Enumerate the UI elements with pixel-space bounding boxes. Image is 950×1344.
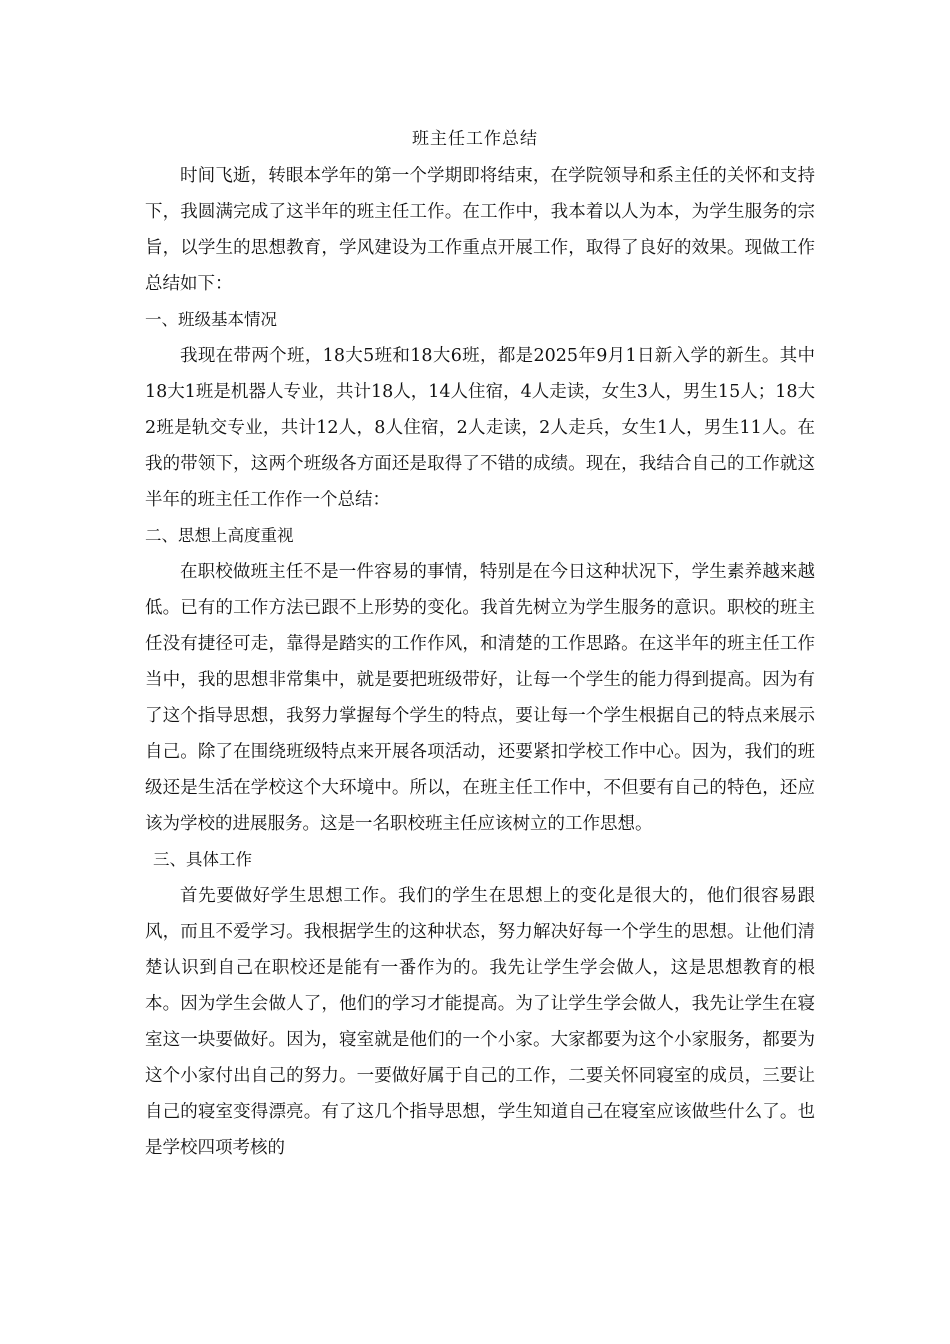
section-heading-attitude: 二、思想上高度重视	[145, 526, 294, 545]
section-paragraph-attitude: 在职校做班主任不是一件容易的事情，特别是在今日这种状况下，学生素养越来越低。已有的工作方法已跟不上形势的变化。我首先树立为学生服务的意识。职校的班主任没有捷径可走，靠得是踏实的工作作风，和清楚的工作思路。在这半年的班主任工作当中，我的思想非常集中，就是要把班级带好，让每一个学生的能力得到提高。因为有了这个指导思想，我努力掌握每个学生的特点，要让每一个学生根据自己的特点来展示自己。除了在围绕班级特点来开展各项活动，还要紧扣学校工作中心。因为，我们的班级还是生活在学校这个大环境中。所以，在班主任工作中，不但要有自己的特色，还应该为学校的进展服务。这是一名职校班主任应该树立的工作思想。	[145, 562, 815, 834]
intro-paragraph: 时间飞逝，转眼本学年的第一个学期即将结束，在学院领导和系主任的关怀和支持下，我圆满完成了这半年的班主任工作。在工作中，我本着以人为本，为学生服务的宗旨，以学生的思想教育，学风建设为工作重点开展工作，取得了良好的效果。现做工作总结如下：	[145, 166, 815, 294]
document-title: 班主任工作总结	[412, 129, 538, 149]
section-paragraph-specific-work: 首先要做好学生思想工作。我们的学生在思想上的变化是很大的，他们很容易跟风，而且不爱学习。我根据学生的这种状态，努力解决好每一个学生的思想。让他们清楚认识到自己在职校还是能有一番作为的。我先让学生学会做人，这是思想教育的根本。因为学生会做人了，他们的学习才能提高。为了让学生学会做人，我先让学生在寝室这一块要做好。因为，寝室就是他们的一个小家。大家都要为这个小家服务，都要为这个小家付出自己的努力。一要做好属于自己的工作，二要关怀同寝室的成员，三要让自己的寝室变得漂亮。有了这几个指导思想，学生知道自己在寝室应该做些什么了。也是学校四项考核的	[145, 886, 815, 1158]
section-heading-specific-work: 三、具体工作	[153, 850, 252, 869]
document-body	[145, 158, 815, 1166]
section-paragraph-class-info: 我现在带两个班，18大5班和18大6班，都是2025年9月1日新入学的新生。其中18大1班是机器人专业，共计18人，14人住宿，4人走读，女生3人，男生15人；18大2班是轨交专业，共计12人，8人住宿，2人走读，2人走兵，女生1人，男生11人。在我的带领下，这两个班级各方面还是取得了不错的成绩。现在，我结合自己的工作就这半年的班主任工作作一个总结：	[145, 346, 815, 510]
section-heading-class-info: 一、班级基本情况	[145, 310, 277, 329]
